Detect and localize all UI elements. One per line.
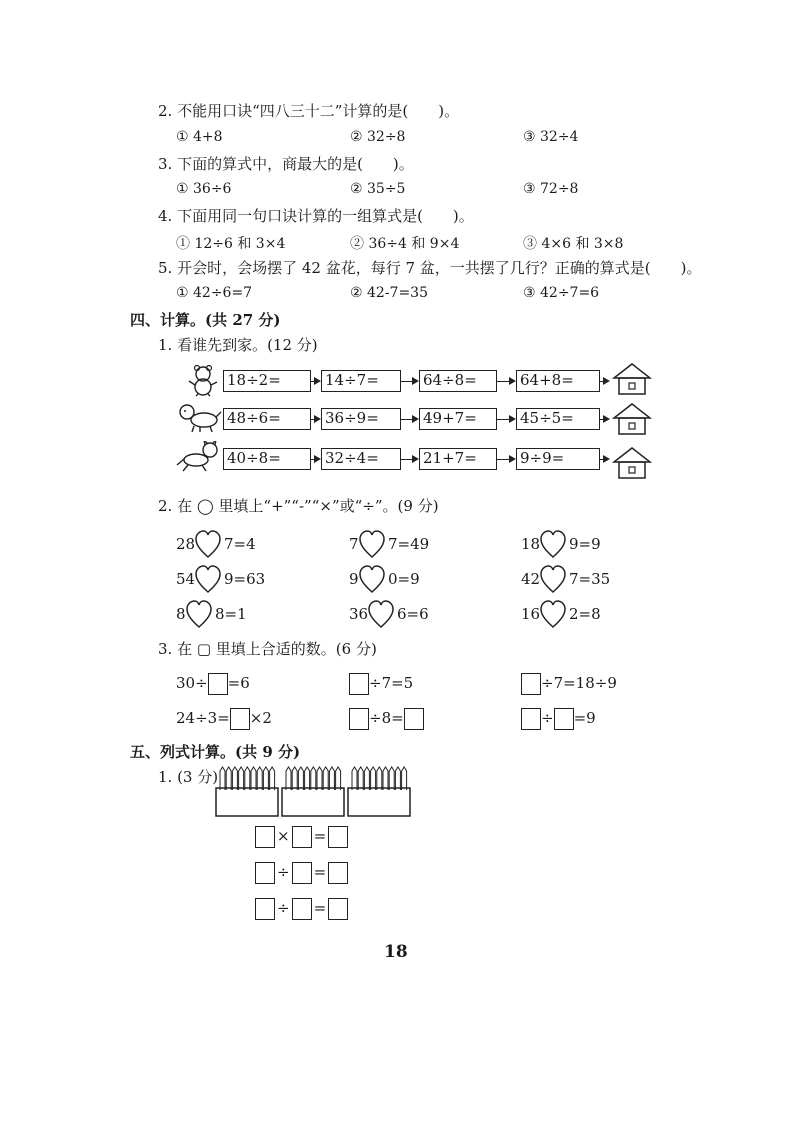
operator-symbol: = [313, 899, 327, 917]
arrow-right-icon [401, 419, 417, 420]
chain-expression-box[interactable]: 40÷8= [223, 448, 311, 470]
answer-box[interactable] [255, 826, 275, 848]
fill-box-equation [521, 708, 596, 730]
q2-text: 2. 不能用口诀“四八三十二”计算的是( )。 [158, 102, 460, 120]
heart-blank-icon[interactable] [195, 565, 221, 595]
fill-box-equation [176, 673, 250, 695]
heart-right-expression: 9=63 [224, 570, 266, 588]
heart-blank-icon[interactable] [186, 600, 212, 630]
q4-option-1: ① 12÷6 和 3×4 [176, 236, 286, 252]
heart-left-number: 16 [521, 605, 541, 623]
heart-left-number: 9 [349, 570, 359, 588]
equation-prefix: 24÷3= [176, 709, 230, 727]
bear-icon [186, 365, 220, 397]
cat-icon [176, 441, 224, 473]
equation-suffix: ÷7=18÷9 [541, 674, 617, 692]
chain-expression-box[interactable]: 48÷6= [223, 408, 311, 430]
house-icon [612, 362, 652, 396]
section-5-part1-title: 1. (3 分) [158, 768, 219, 786]
operator-symbol: ÷ [277, 899, 290, 917]
equation-row [255, 862, 348, 884]
heart-blank-icon[interactable] [359, 530, 385, 560]
equation-suffix: ÷ [541, 709, 554, 727]
heart-left-number: 36 [349, 605, 369, 623]
chain-expression-box[interactable]: 64÷8= [419, 370, 497, 392]
fill-box-equation [176, 708, 272, 730]
pencil-bundles-picture [214, 766, 414, 820]
answer-box[interactable] [255, 862, 275, 884]
section-4-part3-title: 3. 在 ▢ 里填上合适的数。(6 分) [158, 640, 377, 658]
arrow-right-icon [311, 381, 319, 382]
heart-blank-icon[interactable] [540, 565, 566, 595]
equation-row [255, 826, 348, 848]
chain-expression-box[interactable]: 64+8= [516, 370, 600, 392]
chain-expression-box[interactable]: 21+7= [419, 448, 497, 470]
answer-box[interactable] [521, 673, 541, 695]
arrow-right-icon [311, 419, 319, 420]
fill-box-equation [349, 673, 413, 695]
answer-box[interactable] [292, 826, 312, 848]
answer-box[interactable] [521, 708, 541, 730]
heart-blank-icon[interactable] [540, 530, 566, 560]
equation-prefix: 30÷ [176, 674, 208, 692]
heart-blank-icon[interactable] [195, 530, 221, 560]
q3-option-3: ③ 72÷8 [523, 181, 579, 197]
chain-expression-box[interactable]: 45÷5= [516, 408, 600, 430]
q4-option-2: ② 36÷4 和 9×4 [350, 236, 460, 252]
q5-text: 5. 开会时，会场摆了 42 盆花，每行 7 盆，一共摆了几行？正确的算式是( )。 [158, 259, 702, 277]
heart-left-number: 42 [521, 570, 541, 588]
house-icon [612, 402, 652, 436]
q5-option-3: ③ 42÷7=6 [523, 285, 600, 301]
equation-suffix: ÷8= [369, 709, 404, 727]
heart-left-number: 7 [349, 535, 359, 553]
heart-left-number: 28 [176, 535, 196, 553]
q2-option-3: ③ 32÷4 [523, 129, 579, 145]
section-5-title: 五、列式计算。(共 9 分) [130, 743, 301, 761]
arrow-right-icon [497, 419, 514, 420]
operator-symbol: × [277, 827, 290, 845]
arrow-right-icon [600, 459, 608, 460]
answer-box[interactable] [208, 673, 228, 695]
answer-box[interactable] [404, 708, 424, 730]
chain-expression-box[interactable]: 49+7= [419, 408, 497, 430]
answer-box[interactable] [292, 862, 312, 884]
chain-expression-box[interactable]: 32÷4= [321, 448, 401, 470]
equation-row [255, 898, 348, 920]
q4-option-3: ③ 4×6 和 3×8 [523, 236, 624, 252]
q2-option-1: ① 4+8 [176, 129, 223, 145]
heart-right-expression: 2=8 [569, 605, 601, 623]
answer-box[interactable] [328, 862, 348, 884]
answer-box[interactable] [554, 708, 574, 730]
answer-box[interactable] [349, 708, 369, 730]
fill-box-equation [349, 708, 424, 730]
chain-expression-box[interactable]: 14÷7= [321, 370, 401, 392]
q5-option-1: ① 42÷6=7 [176, 285, 253, 301]
section-4-part2-title: 2. 在 ◯ 里填上“+”“-”“×”或“÷”。(9 分) [158, 497, 439, 515]
q2-option-2: ② 32÷8 [350, 129, 406, 145]
heart-left-number: 54 [176, 570, 196, 588]
q5-option-2: ② 42-7=35 [350, 285, 428, 301]
q4-text: 4. 下面用同一句口诀计算的一组算式是( )。 [158, 207, 474, 225]
answer-box[interactable] [328, 826, 348, 848]
q3-option-1: ① 36÷6 [176, 181, 232, 197]
fill-box-equation [521, 673, 617, 695]
heart-right-expression: 8=1 [215, 605, 247, 623]
section-4-title: 四、计算。(共 27 分) [130, 311, 281, 329]
heart-right-expression: 9=9 [569, 535, 601, 553]
equation-suffix: =6 [227, 674, 250, 692]
equation-suffix: ÷7=5 [369, 674, 414, 692]
heart-right-expression: 7=35 [569, 570, 611, 588]
arrow-right-icon [600, 419, 608, 420]
heart-right-expression: 7=49 [388, 535, 430, 553]
heart-blank-icon[interactable] [368, 600, 394, 630]
heart-left-number: 8 [176, 605, 186, 623]
arrow-right-icon [401, 381, 417, 382]
section-4-part1-title: 1. 看谁先到家。(12 分) [158, 336, 318, 354]
heart-left-number: 18 [521, 535, 541, 553]
equation-tail: =9 [573, 709, 596, 727]
heart-right-expression: 0=9 [388, 570, 420, 588]
answer-box[interactable] [349, 673, 369, 695]
q3-option-2: ② 35÷5 [350, 181, 406, 197]
chain-expression-box[interactable]: 9÷9= [516, 448, 600, 470]
heart-blank-icon[interactable] [540, 600, 566, 630]
arrow-right-icon [311, 459, 319, 460]
operator-symbol: = [313, 863, 327, 881]
heart-right-expression: 6=6 [397, 605, 429, 623]
page-number: 18 [384, 942, 408, 962]
chain-expression-box[interactable]: 36÷9= [321, 408, 401, 430]
chain-expression-box[interactable]: 18÷2= [223, 370, 311, 392]
heart-right-expression: 7=4 [224, 535, 256, 553]
arrow-right-icon [497, 381, 514, 382]
operator-symbol: = [313, 827, 327, 845]
answer-box[interactable] [292, 898, 312, 920]
arrow-right-icon [497, 459, 514, 460]
q3-text: 3. 下面的算式中，商最大的是( )。 [158, 155, 414, 173]
operator-symbol: ÷ [277, 863, 290, 881]
arrow-right-icon [600, 381, 608, 382]
answer-box[interactable] [230, 708, 250, 730]
answer-box[interactable] [255, 898, 275, 920]
equation-suffix: ×2 [249, 709, 272, 727]
dog-icon [178, 403, 222, 433]
heart-blank-icon[interactable] [359, 565, 385, 595]
house-icon [612, 446, 652, 480]
arrow-right-icon [401, 459, 417, 460]
answer-box[interactable] [328, 898, 348, 920]
